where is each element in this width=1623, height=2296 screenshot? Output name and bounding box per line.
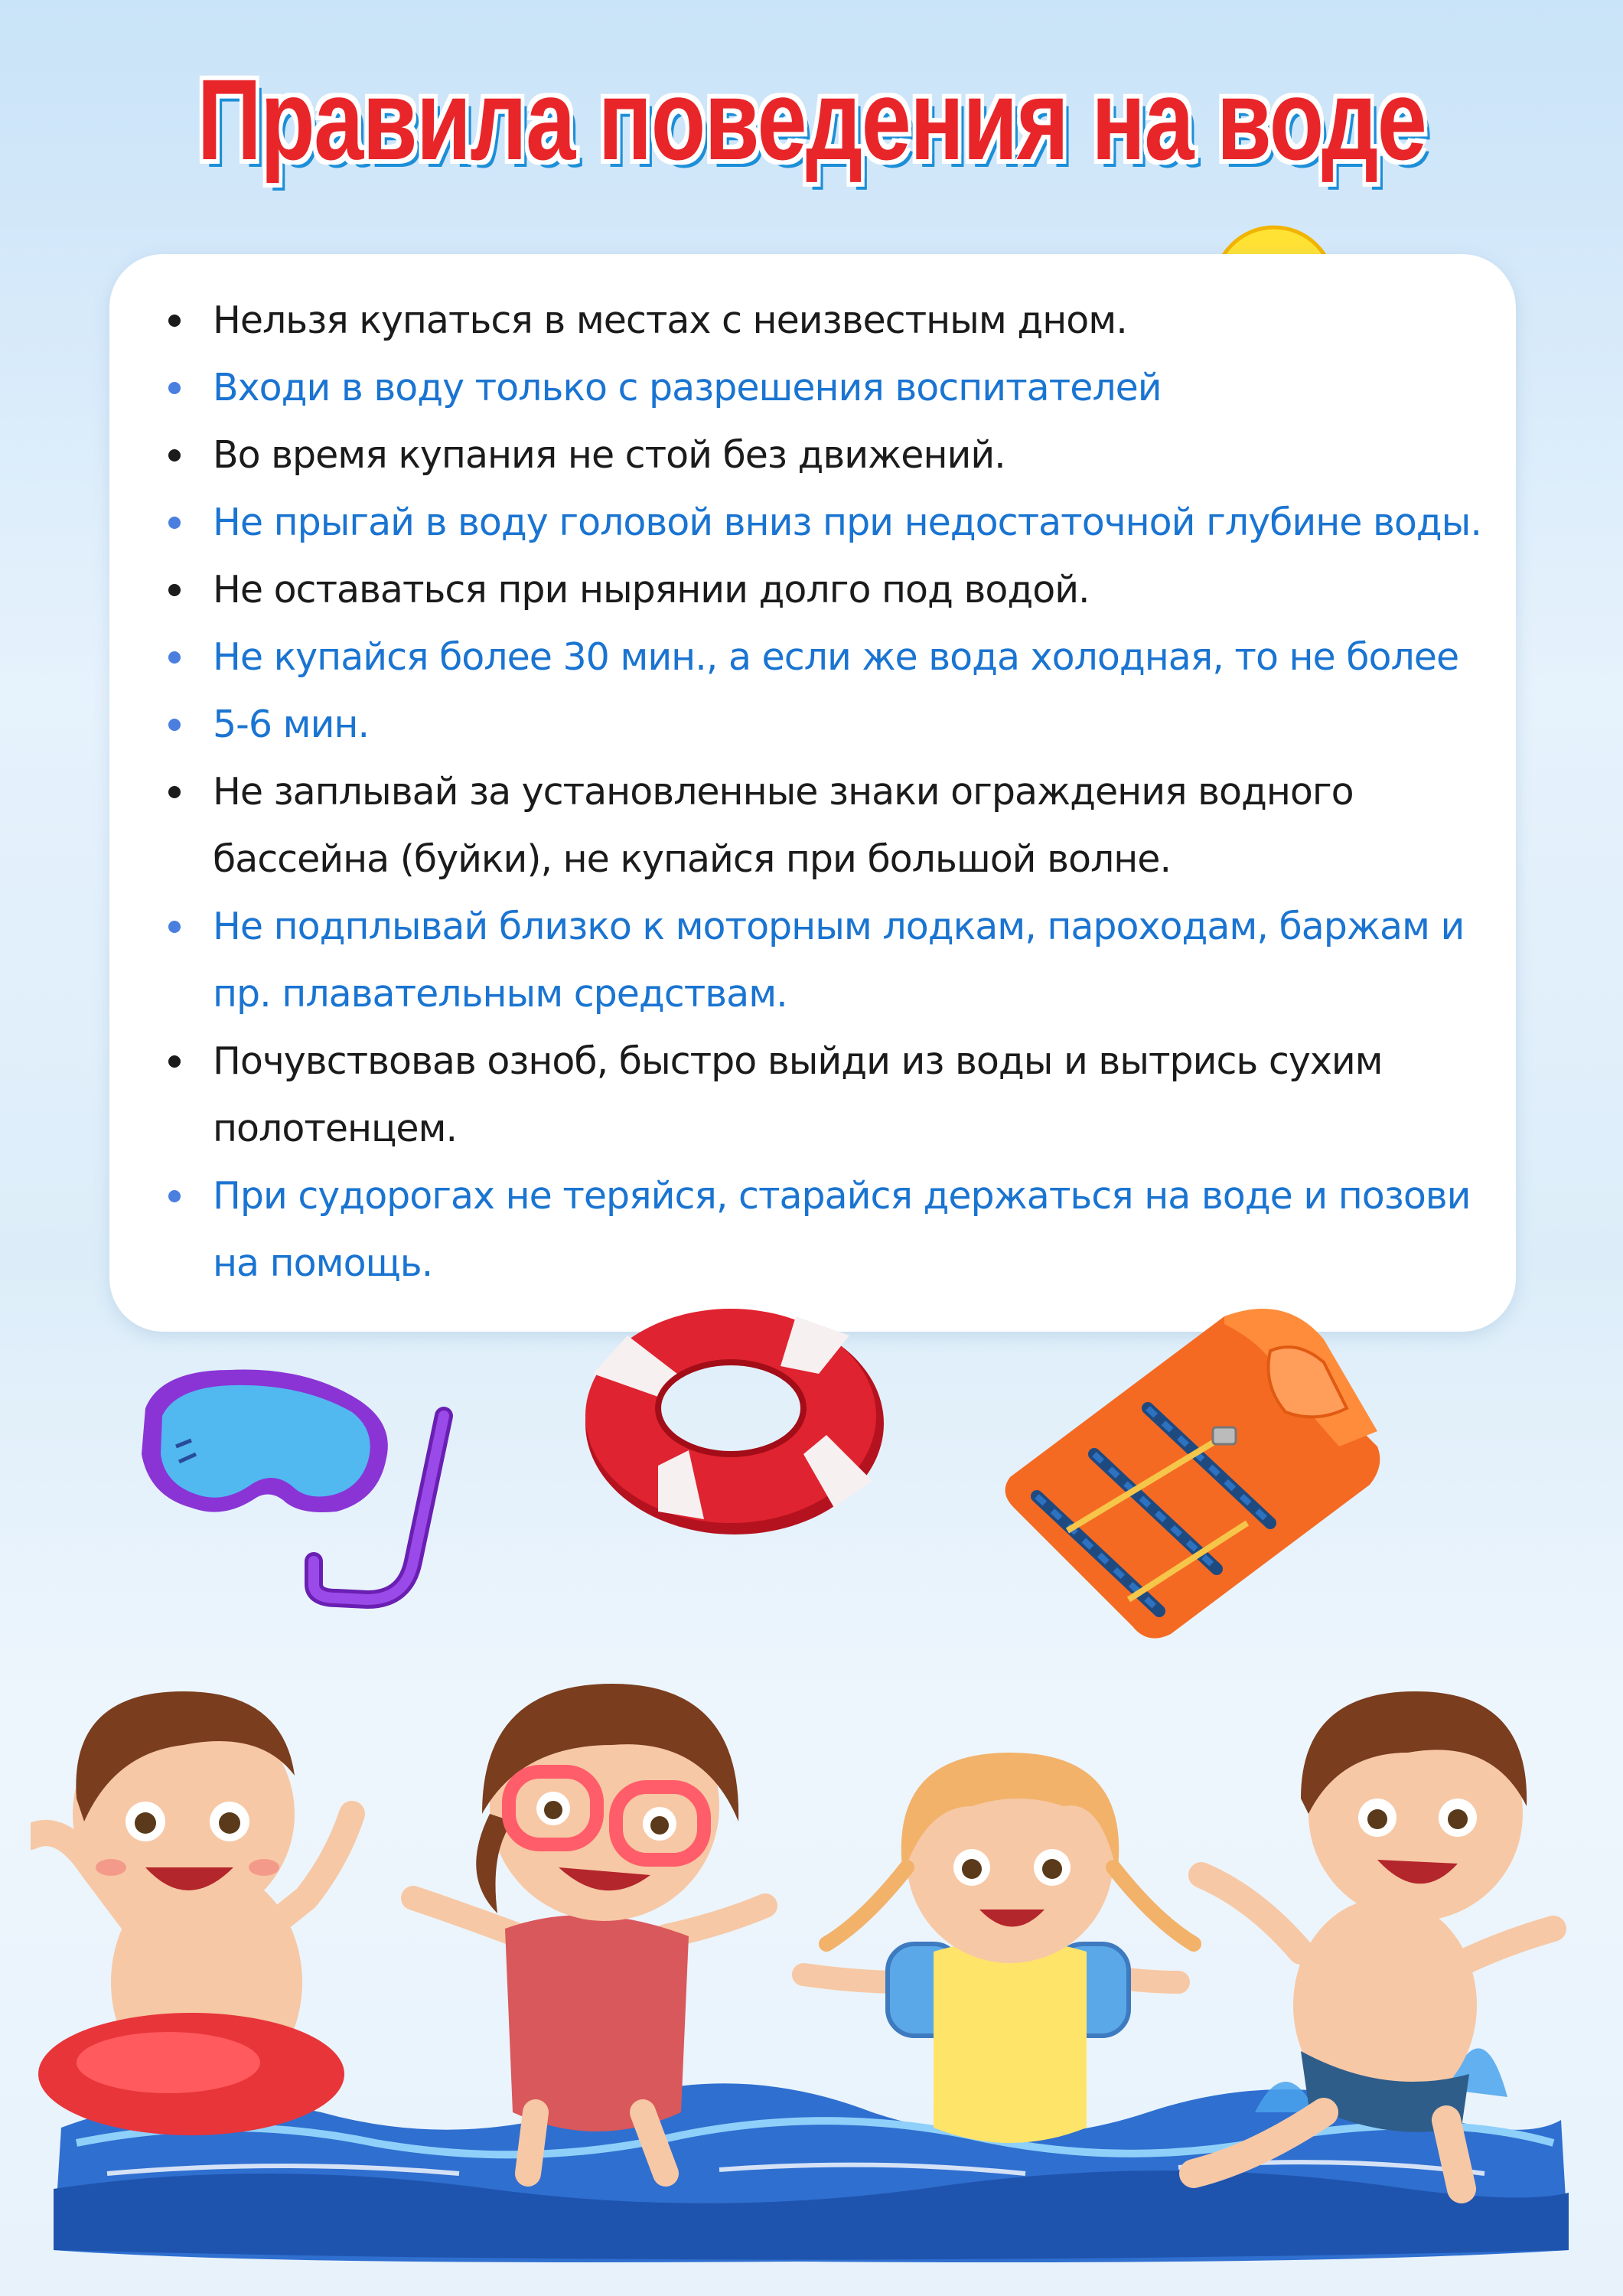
- rule-item: Не заплывай за установленные знаки ограждения водного бассейна (буйки), не купайся при большой волне.: [174, 758, 1506, 893]
- swim-mask-snorkel-icon: [130, 1355, 467, 1615]
- life-ring-icon: [574, 1290, 895, 1550]
- rule-item: Почувствовав озноб, быстро выйди из воды и вытрись сухим полотенцем.: [174, 1028, 1506, 1163]
- child-girl-armbands: [803, 1753, 1194, 2143]
- page-title: Правила поведения на воде: [197, 55, 1426, 184]
- rule-item: Входи в воду только с разрешения воспитателей: [174, 354, 1506, 422]
- rule-item: Не прыгай в воду головой вниз при недостаточной глубине воды.: [174, 489, 1506, 556]
- rule-item: Не подплывай близко к моторным лодкам, пароходам, баржам и пр. плавательным средствам.: [174, 893, 1506, 1028]
- rule-item: Нельзя купаться в местах с неизвестным дном.: [174, 287, 1506, 354]
- rule-item: Не купайся более 30 мин., а если же вода холодная, то не более: [174, 624, 1506, 691]
- rule-item: 5-6 мин.: [174, 691, 1506, 758]
- child-boy-float: [31, 1691, 352, 2135]
- swimming-children-illustration: [31, 1623, 1592, 2265]
- life-vest-icon: [995, 1278, 1385, 1661]
- rule-item: Не оставаться при нырянии долго под водой.: [174, 556, 1506, 624]
- rule-item: Во время купания не стой без движений.: [174, 422, 1506, 489]
- rule-item: При судорогах не теряйся, старайся держаться на воде и позови на помощь.: [174, 1163, 1506, 1297]
- rules-list: [174, 287, 1506, 1297]
